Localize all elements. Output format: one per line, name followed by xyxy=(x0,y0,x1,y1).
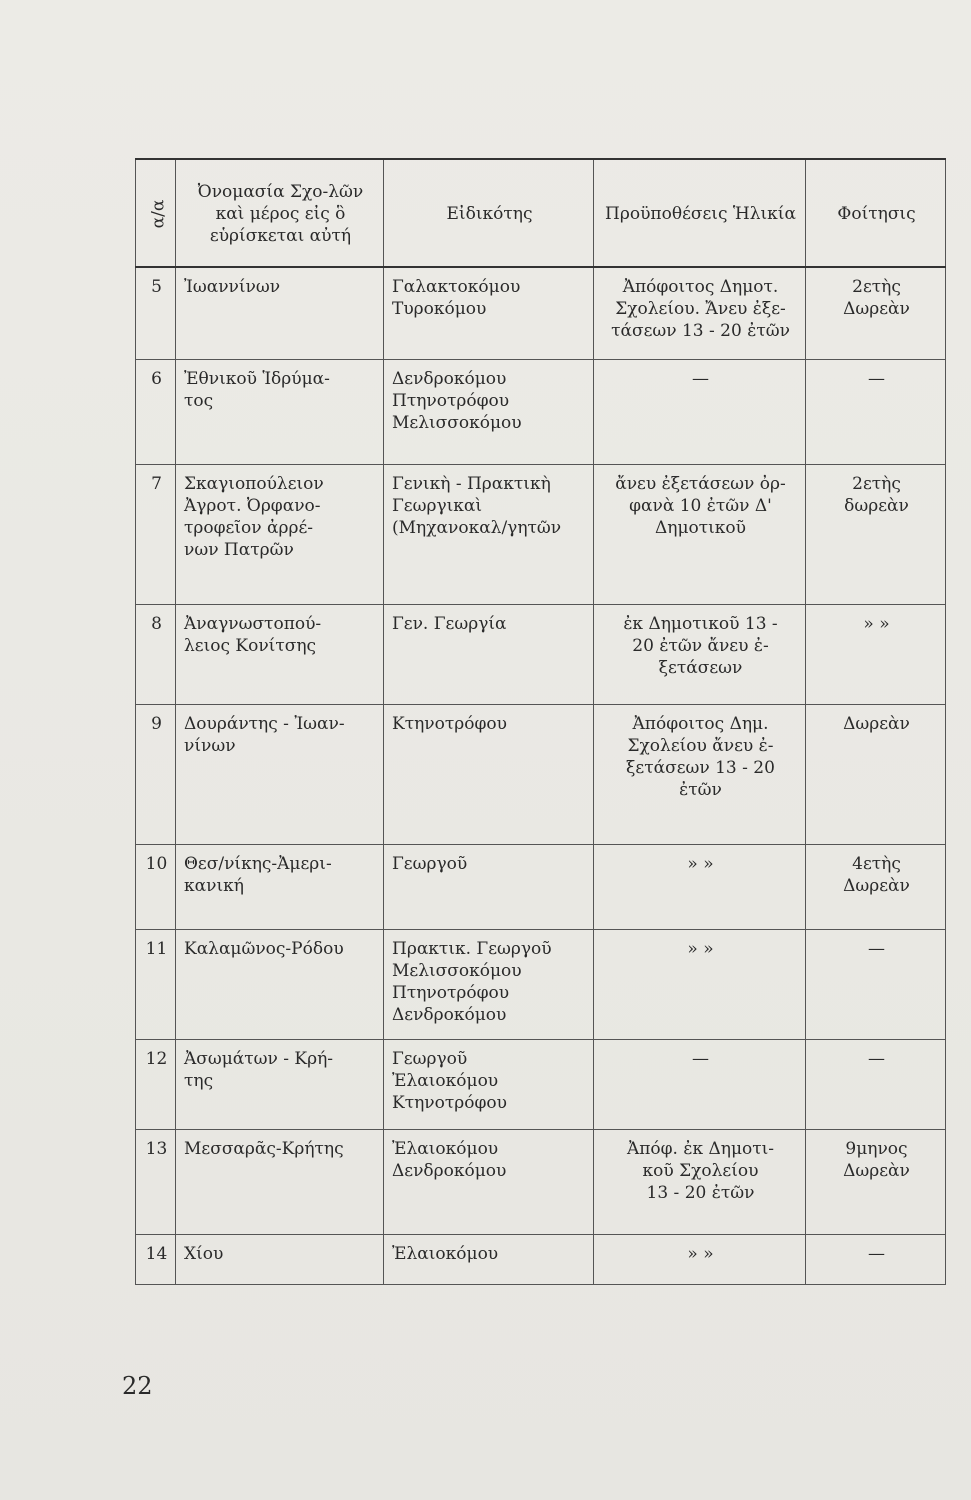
header-aa: α/α xyxy=(136,159,176,267)
header-specialty: Εἰδικότης xyxy=(384,159,594,267)
cell-prereq xyxy=(594,604,806,704)
cell-num: 6 xyxy=(136,359,176,464)
cell-num: 11 xyxy=(136,929,176,1039)
cell-specialty xyxy=(384,704,594,844)
cell-specialty-line: Τυροκόμου xyxy=(392,299,487,319)
cell-num: 5 xyxy=(136,267,176,359)
table-row xyxy=(136,464,946,604)
cell-name-line: τος xyxy=(184,390,214,411)
table-row xyxy=(136,1129,946,1234)
cell-name-line: τροφεῖον ἀρρέ- xyxy=(184,517,314,538)
header-name: Ὀνομασία Σχο-λῶν καὶ μέρος εἰς ὃ εὑρίσκεται αὐτή xyxy=(176,159,384,267)
cell-specialty xyxy=(384,464,594,604)
cell-attendance-line: 4ετὴς xyxy=(852,853,901,874)
cell-attendance xyxy=(806,704,946,844)
cell-name-line: Θεσ/νίκης-Ἀμερι- xyxy=(184,853,332,874)
cell-specialty xyxy=(384,359,594,464)
cell-specialty-line: Κτηνοτρόφου xyxy=(392,713,507,734)
cell-prereq xyxy=(594,704,806,844)
cell-prereq-line: ἐτῶν xyxy=(679,779,722,800)
table-row xyxy=(136,267,946,359)
cell-name-line: Μεσσαρᾶς-Κρήτης xyxy=(184,1138,344,1159)
cell-prereq-line: » » xyxy=(687,1243,714,1264)
cell-num: 10 xyxy=(136,844,176,929)
header-attendance: Φοίτησις xyxy=(806,159,946,267)
cell-name xyxy=(176,604,384,704)
cell-specialty xyxy=(384,1234,594,1284)
cell-prereq-line: — xyxy=(692,1048,709,1069)
cell-attendance xyxy=(806,1129,946,1234)
cell-name xyxy=(176,359,384,464)
cell-prereq-line: Δημοτικοῦ xyxy=(654,517,746,538)
cell-specialty-line: Γεωργοῦ xyxy=(392,853,468,874)
cell-attendance xyxy=(806,604,946,704)
table-row xyxy=(136,1234,946,1284)
cell-attendance xyxy=(806,929,946,1039)
cell-specialty-line: Πτηνοτρόφου xyxy=(392,982,510,1003)
cell-prereq xyxy=(594,464,806,604)
table-row xyxy=(136,604,946,704)
cell-prereq-line: » » xyxy=(687,853,714,874)
cell-num: 12 xyxy=(136,1039,176,1129)
cell-prereq xyxy=(594,1234,806,1284)
schools-table xyxy=(135,158,946,1285)
cell-prereq-line: κοῦ Σχολείου xyxy=(642,1160,759,1181)
cell-name xyxy=(176,1039,384,1129)
cell-prereq-line: » » xyxy=(687,938,714,959)
cell-name-line: Χίου xyxy=(184,1243,224,1264)
table-row xyxy=(136,844,946,929)
cell-attendance-line: — xyxy=(868,1243,885,1264)
cell-prereq-line: Ἀπόφ. ἐκ Δημοτι- xyxy=(626,1138,775,1159)
cell-prereq-line: Ἀπόφοιτος Δημ. xyxy=(632,713,769,734)
cell-prereq-line: 20 ἐτῶν ἄνευ ἐ- xyxy=(632,635,769,656)
cell-attendance-line: — xyxy=(868,938,885,959)
cell-specialty-line: Ἐλαιοκόμου xyxy=(392,1138,499,1159)
cell-specialty-line: Ἐλαιοκόμου xyxy=(392,1070,499,1091)
table-header-row xyxy=(136,159,946,267)
cell-specialty-line: Γαλακτοκόμου xyxy=(392,277,521,297)
cell-prereq-line: ἄνευ ἐξετάσεων ὀρ- xyxy=(615,473,786,494)
cell-attendance-line: 2ετὴς xyxy=(852,473,901,494)
cell-name-line: κανική xyxy=(184,875,244,896)
cell-attendance xyxy=(806,844,946,929)
cell-attendance-line: 9μηνος xyxy=(845,1138,908,1159)
cell-name xyxy=(176,704,384,844)
cell-specialty xyxy=(384,844,594,929)
cell-specialty-line: Δενδροκόμου xyxy=(392,1004,507,1025)
cell-specialty-line: Δενδροκόμου xyxy=(392,1160,507,1181)
cell-name xyxy=(176,267,384,359)
cell-attendance-line: Δωρεὰν xyxy=(843,299,910,319)
cell-prereq-line: — xyxy=(692,368,709,389)
cell-name-line: Καλαμῶνος-Ρόδου xyxy=(184,938,344,959)
cell-specialty-line: Κτηνοτρόφου xyxy=(392,1092,507,1113)
table-row xyxy=(136,1039,946,1129)
cell-attendance xyxy=(806,267,946,359)
cell-attendance xyxy=(806,1234,946,1284)
cell-name xyxy=(176,1129,384,1234)
cell-attendance-line: δωρεὰν xyxy=(844,495,909,516)
cell-name xyxy=(176,464,384,604)
table-body xyxy=(136,267,946,1284)
cell-prereq-line: ξετάσεων 13 - 20 xyxy=(626,757,775,778)
cell-name-line: της xyxy=(184,1070,214,1091)
cell-specialty xyxy=(384,929,594,1039)
cell-attendance-line: Δωρεὰν xyxy=(843,1160,910,1181)
cell-attendance xyxy=(806,359,946,464)
cell-name-line: Σκαγιοπούλειον xyxy=(184,473,324,494)
cell-specialty-line: Ἐλαιοκόμου xyxy=(392,1243,499,1264)
table-row xyxy=(136,359,946,464)
cell-specialty-line: Πρακτικ. Γεωργοῦ xyxy=(392,938,552,959)
cell-name-line: Ἀναγνωστοπού- xyxy=(184,613,322,634)
cell-attendance-line: Δωρεὰν xyxy=(843,713,910,734)
page-number: 22 xyxy=(122,1372,153,1400)
cell-specialty xyxy=(384,1129,594,1234)
cell-specialty-line: Μελισσοκόμου xyxy=(392,412,522,433)
cell-prereq xyxy=(594,844,806,929)
cell-specialty-line: Γεν. Γεωργία xyxy=(392,613,507,634)
cell-prereq xyxy=(594,359,806,464)
cell-specialty-line: Μελισσοκόμου xyxy=(392,960,522,981)
cell-prereq-line: ξετάσεων xyxy=(658,657,743,678)
cell-num: 8 xyxy=(136,604,176,704)
cell-prereq xyxy=(594,1039,806,1129)
cell-attendance-line: — xyxy=(868,1048,885,1069)
cell-specialty-line: Πτηνοτρόφου xyxy=(392,390,510,411)
cell-specialty xyxy=(384,267,594,359)
cell-prereq xyxy=(594,267,806,359)
cell-attendance-line: 2ετὴς xyxy=(852,277,901,297)
cell-prereq-line: ἐκ Δημοτικοῦ 13 - xyxy=(623,613,778,634)
cell-attendance xyxy=(806,464,946,604)
cell-num: 9 xyxy=(136,704,176,844)
cell-name xyxy=(176,1234,384,1284)
cell-num: 13 xyxy=(136,1129,176,1234)
cell-name-line: νίνων xyxy=(184,735,236,756)
header-prereq: Προϋποθέσεις Ἡλικία xyxy=(594,159,806,267)
cell-prereq-line: φανὰ 10 ἐτῶν Δ' xyxy=(629,495,772,516)
cell-name-line: νων Πατρῶν xyxy=(184,539,294,560)
cell-specialty-line: Γενικὴ - Πρακτικὴ xyxy=(392,473,551,494)
cell-attendance xyxy=(806,1039,946,1129)
cell-num: 7 xyxy=(136,464,176,604)
cell-name-line: Ἀγροτ. Ὀρφανο- xyxy=(184,495,321,516)
cell-name xyxy=(176,929,384,1039)
cell-specialty xyxy=(384,604,594,704)
cell-name-line: Ἐθνικοῦ Ἱδρύμα- xyxy=(184,368,330,389)
cell-prereq-line: Ἀπόφοιτος Δημοτ. xyxy=(622,277,779,297)
cell-prereq-line: 13 - 20 ἐτῶν xyxy=(646,1182,755,1203)
cell-attendance-line: » » xyxy=(863,613,890,634)
cell-name-line: Ἰωαννίνων xyxy=(184,277,281,297)
table-row xyxy=(136,929,946,1039)
cell-prereq xyxy=(594,929,806,1039)
cell-name-line: λειος Κονίτσης xyxy=(184,635,317,656)
cell-attendance-line: Δωρεὰν xyxy=(843,875,910,896)
cell-specialty-line: (Μηχανοκαλ/γητῶν xyxy=(392,517,562,538)
table-row xyxy=(136,704,946,844)
cell-num: 14 xyxy=(136,1234,176,1284)
cell-prereq-line: τάσεων 13 - 20 ἐτῶν xyxy=(611,321,790,341)
cell-name-line: Δουράντης - Ἰωαν- xyxy=(184,713,345,734)
cell-specialty xyxy=(384,1039,594,1129)
cell-prereq-line: Σχολείου. Ἄνευ ἐξε- xyxy=(615,299,786,319)
cell-prereq xyxy=(594,1129,806,1234)
cell-attendance-line: — xyxy=(868,368,885,389)
cell-specialty-line: Δενδροκόμου xyxy=(392,368,507,389)
cell-specialty-line: Γεωργικαὶ xyxy=(392,495,483,516)
cell-prereq-line: Σχολείου ἄνευ ἐ- xyxy=(627,735,774,756)
cell-name xyxy=(176,844,384,929)
cell-name-line: Ἀσωμάτων - Κρή- xyxy=(184,1048,334,1069)
cell-specialty-line: Γεωργοῦ xyxy=(392,1048,468,1069)
